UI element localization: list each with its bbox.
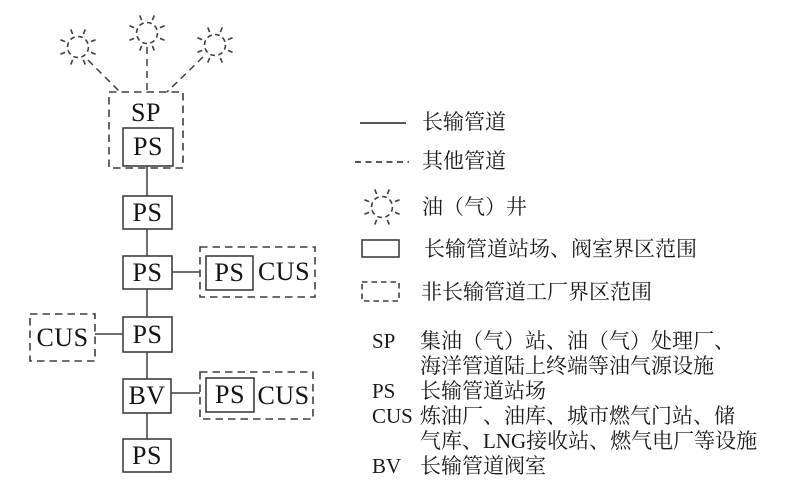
abbr-def-sp [420, 329, 782, 379]
node-label-branch2-cus: CUS [257, 380, 310, 410]
abbr-def-sp-line1: 集油（气）站、油（气）处理厂、 [420, 329, 735, 353]
node-label-ps3: PS [132, 257, 163, 287]
abbreviation-row-ps [372, 379, 782, 404]
abbr-def-sp-line2: 海洋管道陆上终端等油气源设施 [420, 354, 714, 378]
abbreviation-row-sp [372, 329, 782, 379]
abbr-key-ps: PS [372, 379, 396, 403]
well-icon [60, 29, 95, 64]
abbr-key-sp: SP [372, 329, 396, 353]
node-label-ps2: PS [132, 197, 163, 227]
abbr-def-bv [420, 454, 782, 479]
node-label-ps4: PS [132, 319, 163, 349]
solid-rect-icon [362, 240, 399, 257]
node-label-cus-left: CUS [36, 322, 89, 352]
other-pipeline-connectors [88, 47, 203, 92]
abbr-def-ps [420, 379, 782, 404]
node-label-branch1-cus: CUS [257, 257, 311, 286]
abbr-def-cus [420, 404, 782, 454]
abbr-key-cus: CUS [372, 404, 413, 428]
dashed-rect-icon [362, 282, 399, 301]
node-label-sp-ps: PS [133, 132, 163, 161]
legend-label-station-boundary: 长输管道站场、阀室界区范围 [424, 237, 697, 261]
legend-label-other-pipeline: 其他管道 [422, 149, 506, 173]
abbr-key-bv: BV [372, 454, 402, 478]
legend-label-plant-boundary: 非长输管道工厂界区范围 [421, 280, 652, 304]
legend-label-trunk-pipeline: 长输管道 [422, 110, 506, 134]
node-label-branch2-ps: PS [215, 380, 245, 409]
abbr-def-cus-line2: 气库、LNG接收站、燃气电厂等设施 [420, 429, 758, 453]
node-label-branch1-ps: PS [214, 258, 245, 287]
abbreviation-list [372, 329, 782, 479]
abbr-def-ps-line1: 长输管道站场 [420, 379, 546, 403]
well-icon [364, 189, 399, 224]
abbr-def-cus-line1: 炼油厂、油库、城市燃气门站、储 [420, 404, 735, 428]
well-icon [129, 15, 164, 50]
node-label-sp: SP [131, 98, 161, 127]
node-label-bv: BV [128, 381, 166, 410]
legend-label-well: 油（气）井 [422, 195, 527, 219]
abbreviation-row-bv [372, 454, 782, 479]
node-label-ps5: PS [132, 440, 162, 470]
abbr-def-bv-line1: 长输管道阀室 [420, 454, 546, 478]
abbreviation-row-cus [372, 404, 782, 454]
